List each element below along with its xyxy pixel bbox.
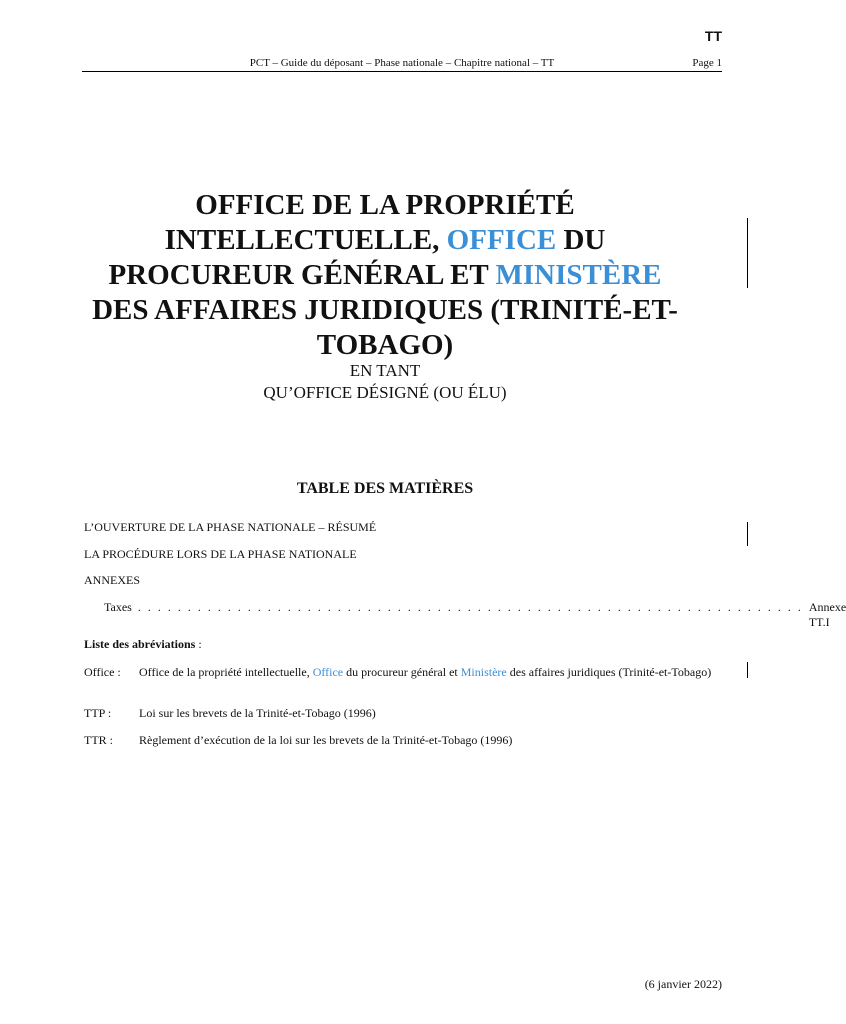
abbreviation-office [84, 664, 722, 680]
toc-item[interactable]: ANNEXES [84, 573, 140, 587]
abbreviation-key: Office : [84, 665, 121, 679]
document-date: (6 janvier 2022) [644, 977, 722, 991]
subtitle-line-1: EN TANT [349, 361, 421, 380]
toc-heading: TABLE DES MATIÈRES [296, 480, 474, 497]
country-code: TT [704, 28, 722, 44]
running-title: PCT – Guide du déposant – Phase nationale – Chapitre national – TT [249, 57, 555, 69]
abbreviations-heading-bold: Liste des abréviations [84, 637, 196, 651]
toc-item[interactable]: LA PROCÉDURE LORS DE LA PHASE NATIONALE [84, 547, 357, 561]
title-line-4: DES AFFAIRES JURIDIQUES (TRINITÉ-ET- [92, 294, 678, 326]
title-line-1: OFFICE DE LA PROPRIÉTÉ [195, 189, 575, 221]
abbreviation-ttp [84, 705, 722, 721]
toc-item[interactable]: L’OUVERTURE DE LA PHASE NATIONALE – RÉSUMÉ [84, 520, 377, 534]
running-header [82, 57, 722, 72]
subtitle [60, 360, 710, 404]
abbreviation-value: Loi sur les brevets de la Trinité-et-Tobago (1996) [139, 706, 376, 720]
title-text: DU [556, 224, 606, 256]
abbreviation-key: TTP : [84, 706, 112, 720]
abbreviations-heading [84, 637, 202, 652]
title-line-5: TOBAGO) [316, 329, 454, 361]
toc-leader-dots: . . . . . . . . . . . . . . . . . . . . . . . . . . . . . . . . . . . . . . . . . . . . . . . . . . . . . . . . . . . . . . . . . . . [137, 600, 803, 614]
title-text: PROCUREUR GÉNÉRAL ET [108, 259, 496, 291]
abbr-highlight: Office [312, 665, 344, 679]
abbreviations-heading-colon: : [195, 637, 202, 651]
abbr-text: du procureur général et [343, 665, 461, 679]
toc-entry-label: Taxes [104, 600, 132, 614]
abbreviation-key: TTR : [84, 733, 113, 747]
title-highlight: OFFICE [446, 224, 557, 256]
subtitle-line-2: QU’OFFICE DÉSIGNÉ (OU ÉLU) [263, 383, 507, 402]
abbreviation-value: Règlement d’exécution de la loi sur les brevets de la Trinité-et-Tobago (1996) [139, 733, 513, 747]
abbreviation-value [139, 664, 722, 680]
revision-bar [747, 522, 748, 546]
revision-bar [747, 662, 748, 678]
abbr-highlight: Ministère [460, 665, 507, 679]
document-title [60, 188, 710, 363]
page-number: Page 1 [692, 57, 722, 69]
toc-entry-taxes[interactable] [104, 600, 846, 630]
abbr-text: des affaires juridiques (Trinité-et-Tobago) [506, 665, 712, 679]
abbr-text: Office de la propriété intellectuelle, [139, 665, 313, 679]
title-text: INTELLECTUELLE, [164, 224, 447, 256]
abbreviation-ttr [84, 732, 722, 748]
title-line-3 [60, 258, 710, 293]
revision-bar [747, 218, 748, 288]
title-highlight: MINISTÈRE [495, 259, 662, 291]
title-line-2 [60, 223, 710, 258]
toc-entry-ref: Annexe TT.I [808, 600, 846, 629]
